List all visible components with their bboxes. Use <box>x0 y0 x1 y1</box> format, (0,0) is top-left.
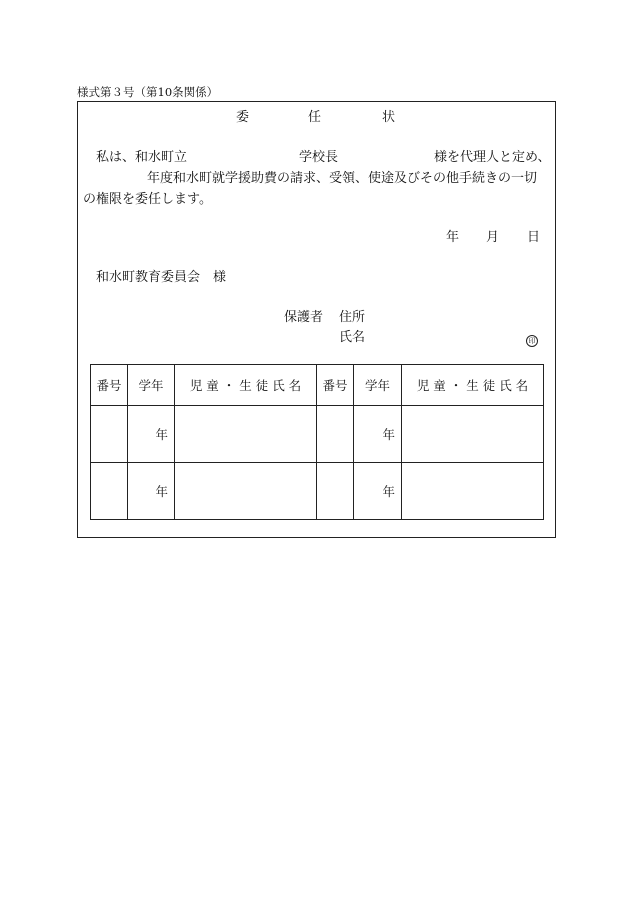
table-header-row <box>91 365 544 406</box>
body-line1-a: 私は、和水町立 <box>96 150 188 165</box>
header-number-2: 番号 <box>317 365 354 406</box>
header-grade-1: 学年 <box>128 365 175 406</box>
form-label: 様式第３号（第10条関係） <box>77 85 219 99</box>
body-line1-c: 様を代理人と定め、 <box>434 150 551 165</box>
title-char-1: 委 <box>236 110 250 125</box>
student-name-cell[interactable] <box>402 463 544 520</box>
header-student-name-2: 児 童 ・ 生 徒 氏 名 <box>402 365 544 406</box>
title-char-2: 任 <box>308 110 322 125</box>
number-cell[interactable] <box>91 463 128 520</box>
date-day: 日 <box>527 230 541 245</box>
student-name-cell[interactable] <box>175 463 317 520</box>
seal-icon <box>526 328 538 347</box>
grade-cell[interactable]: 年 <box>354 406 402 463</box>
number-cell[interactable] <box>91 406 128 463</box>
table-row <box>91 463 544 520</box>
date-month: 月 <box>486 230 500 245</box>
title-char-3: 状 <box>382 110 396 125</box>
student-name-cell[interactable] <box>175 406 317 463</box>
grade-cell[interactable]: 年 <box>128 463 175 520</box>
student-table <box>90 364 544 520</box>
header-student-name-1: 児 童 ・ 生 徒 氏 名 <box>175 365 317 406</box>
header-number-1: 番号 <box>91 365 128 406</box>
date-year: 年 <box>446 230 460 245</box>
body-line2: 年度和水町就学援助費の請求、受領、使途及びその他手続きの一切 <box>147 171 538 186</box>
body-line1-b: 学校長 <box>299 150 339 165</box>
body-line3: の権限を委任します。 <box>83 192 212 207</box>
table-row <box>91 406 544 463</box>
grade-cell[interactable]: 年 <box>128 406 175 463</box>
number-cell[interactable] <box>317 406 354 463</box>
header-grade-2: 学年 <box>354 365 402 406</box>
student-name-cell[interactable] <box>402 406 544 463</box>
guardian-address-label: 住所 <box>339 310 366 325</box>
addressee: 和水町教育委員会 様 <box>96 270 227 285</box>
guardian-label: 保護者 <box>284 310 324 325</box>
number-cell[interactable] <box>317 463 354 520</box>
grade-cell[interactable]: 年 <box>354 463 402 520</box>
seal-char: 印 <box>526 335 538 347</box>
guardian-name-label: 氏名 <box>339 330 366 345</box>
